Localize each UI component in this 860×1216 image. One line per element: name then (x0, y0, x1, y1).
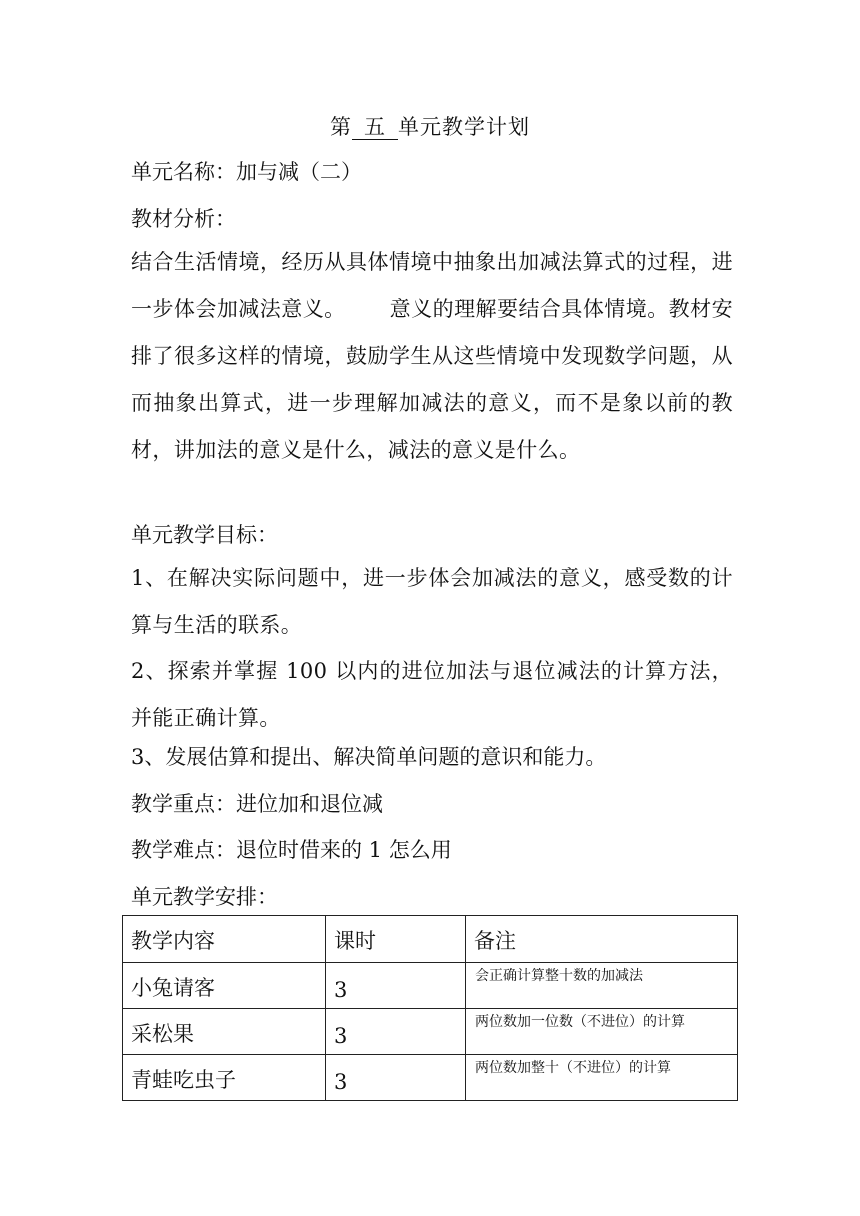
unit-number: 五 (352, 115, 398, 140)
header-cell (466, 916, 738, 963)
row-note: 两位数加整十（不进位）的计算 (475, 1060, 671, 1076)
key-point: 教学重点：进位加和退位减 (131, 792, 383, 816)
analysis-heading: 教材分析： (131, 207, 236, 231)
page-title (0, 112, 860, 142)
goal-item: 3、发展估算和提出、解决简单问题的意识和能力。 (131, 745, 607, 769)
row-hours: 3 (334, 1024, 348, 1048)
goals-heading: 单元教学目标： (131, 523, 278, 547)
goal-item: 1、在解决实际问题中，进一步体会加减法的意义，感受数的计算与生活的联系。 (131, 566, 733, 637)
arrangement-heading: 单元教学安排： (131, 885, 278, 909)
header-hours: 课时 (334, 929, 376, 953)
analysis-text-2: 意义的理解要结合具体情境。教材安排了很多这样的情境，鼓励学生从这些情境中发现数学问题，从而抽象出算式，进一步理解加减法的意义，而不是象以前的教材，讲加法的意义是什么，减法的意义是什么。 (131, 297, 734, 462)
table-row (123, 1009, 738, 1055)
row-note: 两位数加一位数（不进位）的计算 (475, 1014, 685, 1030)
row-hours: 3 (334, 1070, 348, 1094)
header-content: 教学内容 (131, 929, 215, 953)
table-row (123, 963, 738, 1009)
row-content: 采松果 (131, 1022, 194, 1046)
row-content: 青蛙吃虫子 (131, 1068, 236, 1092)
row-content: 小兔请客 (131, 976, 215, 1000)
header-note: 备注 (474, 929, 516, 953)
analysis-text-1: 结合生活情境，经历从具体情境中抽象出加减法算式的过程，进一步体会加减法意义。 (131, 250, 733, 321)
goal-item: 2、探索并掌握 100 以内的进位加法与退位减法的计算方法，并能正确计算。 (131, 659, 733, 730)
title-prefix: 第 (330, 115, 352, 139)
header-cell (326, 916, 466, 963)
table-header-row (123, 916, 738, 963)
row-hours: 3 (334, 978, 348, 1002)
table-row (123, 1055, 738, 1101)
unit-name: 单元名称：加与减（二） (131, 160, 362, 184)
header-cell (123, 916, 326, 963)
row-note: 会正确计算整十数的加减法 (475, 968, 643, 984)
title-suffix: 单元教学计划 (398, 115, 530, 139)
analysis-paragraph (131, 239, 733, 474)
arrangement-table (122, 915, 738, 1101)
difficulty: 教学难点：退位时借来的 1 怎么用 (131, 838, 452, 862)
